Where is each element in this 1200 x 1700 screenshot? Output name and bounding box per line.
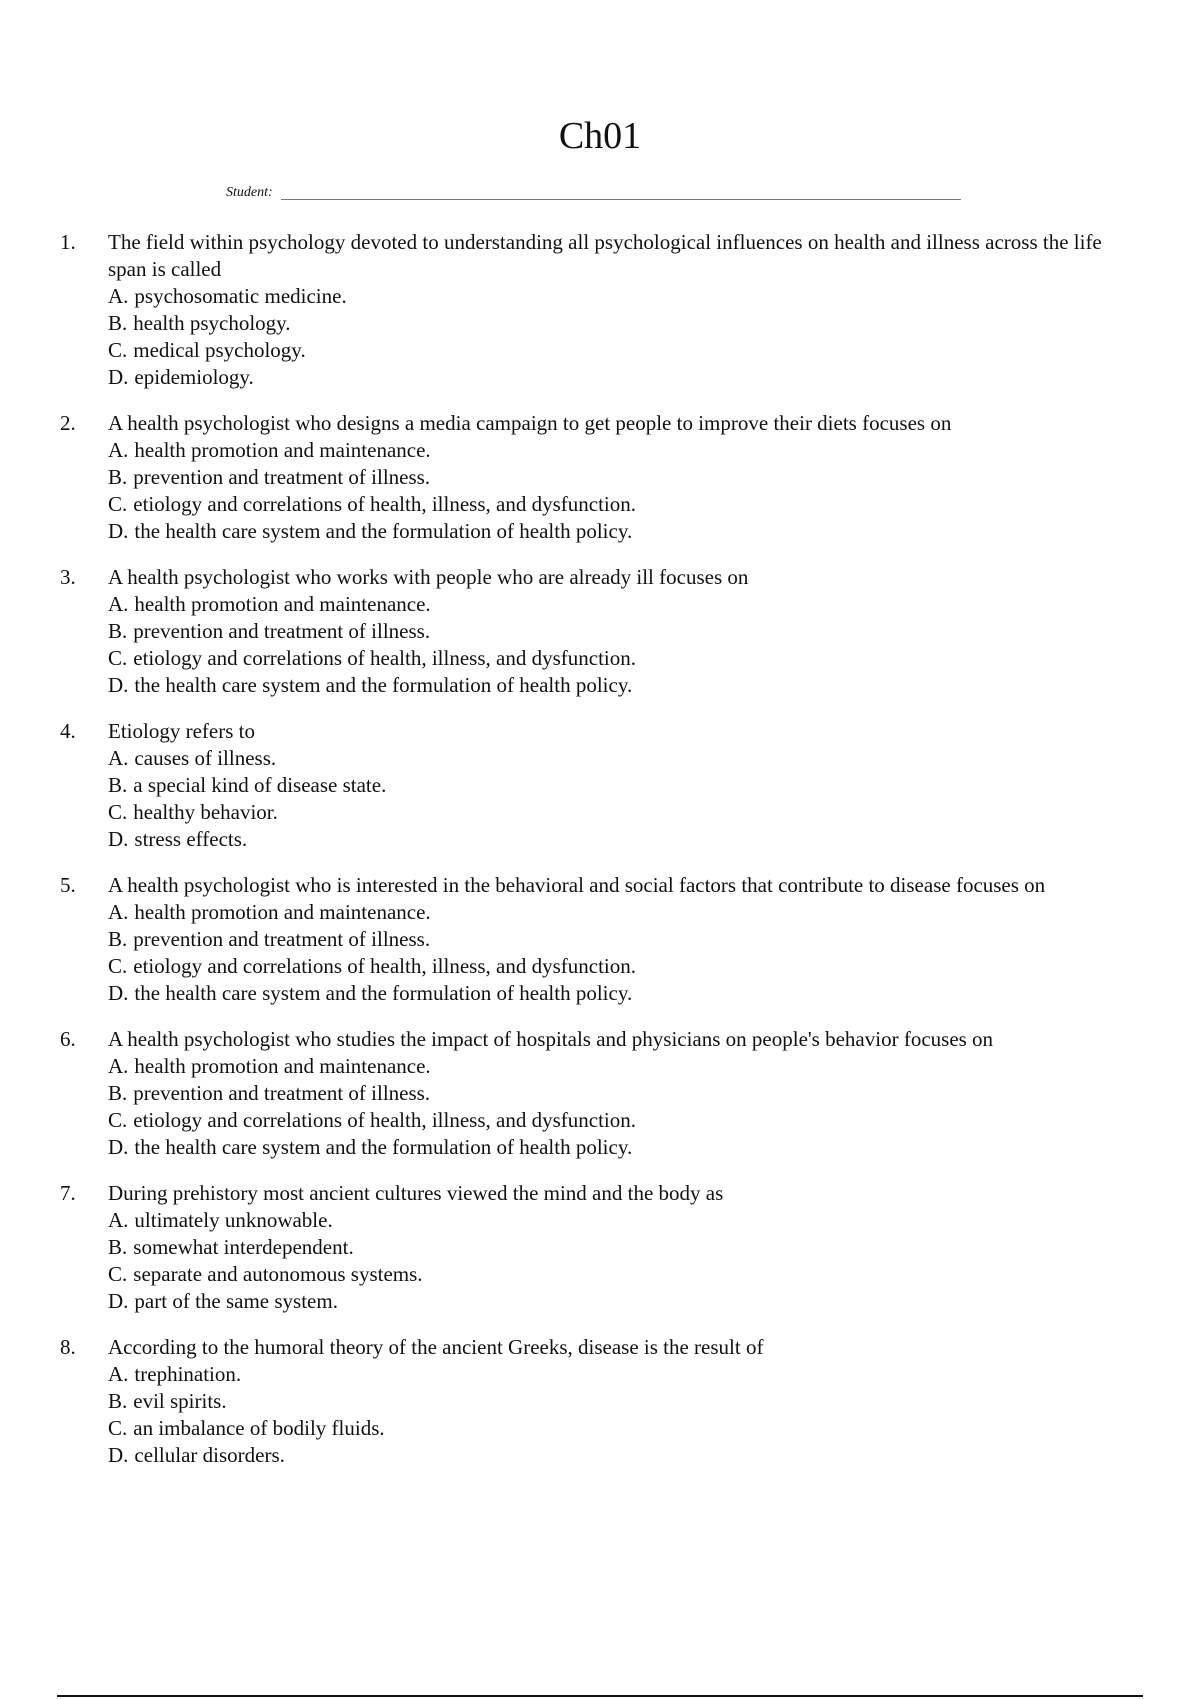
choice-text: health promotion and maintenance. [134,1054,431,1078]
question-number: 4. [60,719,76,743]
answer-choice [108,980,1140,1007]
choice-text: the health care system and the formulation of health policy. [134,981,633,1005]
question-stem: A health psychologist who works with people who are already ill focuses on [108,565,749,589]
question-body [108,410,1140,545]
answer-choices [108,437,1140,545]
question-body [108,564,1140,699]
question-item [60,1180,1140,1315]
answer-choice [108,799,1140,826]
choice-text: trephination. [134,1362,242,1386]
answer-choice [108,1134,1140,1161]
choice-text: health promotion and maintenance. [134,592,431,616]
question-body [108,872,1140,1007]
question-stem: According to the humoral theory of the ancient Greeks, disease is the result of [108,1335,764,1359]
question-number: 6. [60,1027,76,1051]
choice-text: epidemiology. [134,365,254,389]
choice-letter: D. [108,981,129,1005]
choice-text: prevention and treatment of illness. [133,619,431,643]
question-number: 3. [60,565,76,589]
answer-choice [108,826,1140,853]
answer-choice [108,1053,1140,1080]
choice-text: the health care system and the formulation of health policy. [134,1135,633,1159]
choice-letter: B. [108,619,128,643]
choice-letter: C. [108,1416,128,1440]
answer-choice [108,1415,1140,1442]
answer-choice [108,337,1140,364]
answer-choice [108,1442,1140,1469]
choice-letter: A. [108,1054,129,1078]
choice-letter: C. [108,1262,128,1286]
choice-letter: A. [108,900,129,924]
choice-letter: D. [108,1443,129,1467]
answer-choice [108,1261,1140,1288]
answer-choice [108,1207,1140,1234]
question-stem: During prehistory most ancient cultures viewed the mind and the body as [108,1181,724,1205]
question-item [60,1026,1140,1161]
question-item [60,564,1140,699]
answer-choices [108,745,1140,853]
choice-text: an imbalance of bodily fluids. [133,1416,385,1440]
choice-text: part of the same system. [134,1289,338,1313]
choice-text: etiology and correlations of health, illness, and dysfunction. [133,1108,636,1132]
question-stem: A health psychologist who is interested in the behavioral and social factors that contribute to disease focuses on [108,873,1046,897]
answer-choice [108,672,1140,699]
choice-letter: B. [108,1389,128,1413]
question-body [108,1180,1140,1315]
choice-letter: C. [108,954,128,978]
choice-text: prevention and treatment of illness. [133,465,431,489]
question-body [108,1026,1140,1161]
choice-text: the health care system and the formulation of health policy. [134,519,633,543]
choice-letter: C. [108,492,128,516]
question-item [60,1334,1140,1469]
answer-choices [108,1053,1140,1161]
choice-letter: D. [108,673,129,697]
question-item [60,872,1140,1007]
choice-text: a special kind of disease state. [133,773,387,797]
answer-choice [108,926,1140,953]
question-number: 1. [60,230,76,254]
choice-letter: B. [108,311,128,335]
answer-choice [108,618,1140,645]
choice-text: psychosomatic medicine. [134,284,347,308]
footer-rule [57,1695,1143,1697]
choice-letter: A. [108,438,129,462]
answer-choice [108,1288,1140,1315]
student-name-line [281,199,961,200]
answer-choices [108,1207,1140,1315]
choice-text: prevention and treatment of illness. [133,927,431,951]
question-number: 5. [60,873,76,897]
question-item [60,229,1140,391]
answer-choice [108,283,1140,310]
answer-choice [108,364,1140,391]
answer-choice [108,310,1140,337]
choice-letter: C. [108,338,128,362]
choice-letter: C. [108,800,128,824]
choice-text: health promotion and maintenance. [134,900,431,924]
choice-text: etiology and correlations of health, illness, and dysfunction. [133,492,636,516]
question-body [108,718,1140,853]
answer-choices [108,1361,1140,1469]
choice-text: stress effects. [134,827,248,851]
question-item [60,410,1140,545]
answer-choice [108,745,1140,772]
answer-choice [108,645,1140,672]
question-stem: A health psychologist who designs a media campaign to get people to improve their diets focuses on [108,411,952,435]
answer-choice [108,491,1140,518]
choice-letter: A. [108,1208,129,1232]
choice-text: health promotion and maintenance. [134,438,431,462]
choice-text: medical psychology. [133,338,306,362]
choice-text: etiology and correlations of health, illness, and dysfunction. [133,646,636,670]
question-body [108,1334,1140,1469]
question-body [108,229,1140,391]
choice-letter: D. [108,827,129,851]
choice-letter: A. [108,1362,129,1386]
answer-choice [108,591,1140,618]
choice-letter: A. [108,284,129,308]
choice-text: somewhat interdependent. [133,1235,354,1259]
question-number: 7. [60,1181,76,1205]
answer-choice [108,437,1140,464]
answer-choice [108,1388,1140,1415]
student-label: Student: [226,185,273,200]
choice-text: separate and autonomous systems. [133,1262,423,1286]
question-list [60,229,1140,1488]
choice-letter: B. [108,465,128,489]
choice-letter: B. [108,773,128,797]
choice-letter: B. [108,927,128,951]
student-name-row [226,184,961,202]
answer-choice [108,1080,1140,1107]
choice-text: the health care system and the formulation of health policy. [134,673,633,697]
answer-choice [108,464,1140,491]
answer-choice [108,772,1140,799]
choice-letter: A. [108,592,129,616]
choice-text: etiology and correlations of health, illness, and dysfunction. [133,954,636,978]
choice-text: evil spirits. [133,1389,227,1413]
choice-letter: D. [108,1289,129,1313]
answer-choice [108,899,1140,926]
choice-letter: D. [108,1135,129,1159]
choice-letter: B. [108,1235,128,1259]
choice-letter: C. [108,646,128,670]
choice-text: healthy behavior. [133,800,278,824]
choice-letter: A. [108,746,129,770]
choice-text: ultimately unknowable. [134,1208,333,1232]
page-title: Ch01 [558,115,642,157]
answer-choices [108,283,1140,391]
question-number: 8. [60,1335,76,1359]
question-stem: Etiology refers to [108,719,255,743]
answer-choice [108,518,1140,545]
choice-text: cellular disorders. [134,1443,285,1467]
answer-choice [108,1361,1140,1388]
answer-choices [108,591,1140,699]
answer-choice [108,953,1140,980]
question-stem: The field within psychology devoted to understanding all psychological influences on health and illness across the life span is called [108,230,1102,281]
question-number: 2. [60,411,76,435]
choice-text: prevention and treatment of illness. [133,1081,431,1105]
choice-letter: B. [108,1081,128,1105]
choice-letter: D. [108,519,129,543]
question-item [60,718,1140,853]
answer-choice [108,1234,1140,1261]
choice-letter: C. [108,1108,128,1132]
choice-text: causes of illness. [134,746,277,770]
answer-choice [108,1107,1140,1134]
answer-choices [108,899,1140,1007]
choice-letter: D. [108,365,129,389]
choice-text: health psychology. [133,311,291,335]
question-stem: A health psychologist who studies the impact of hospitals and physicians on people's behavior focuses on [108,1027,994,1051]
